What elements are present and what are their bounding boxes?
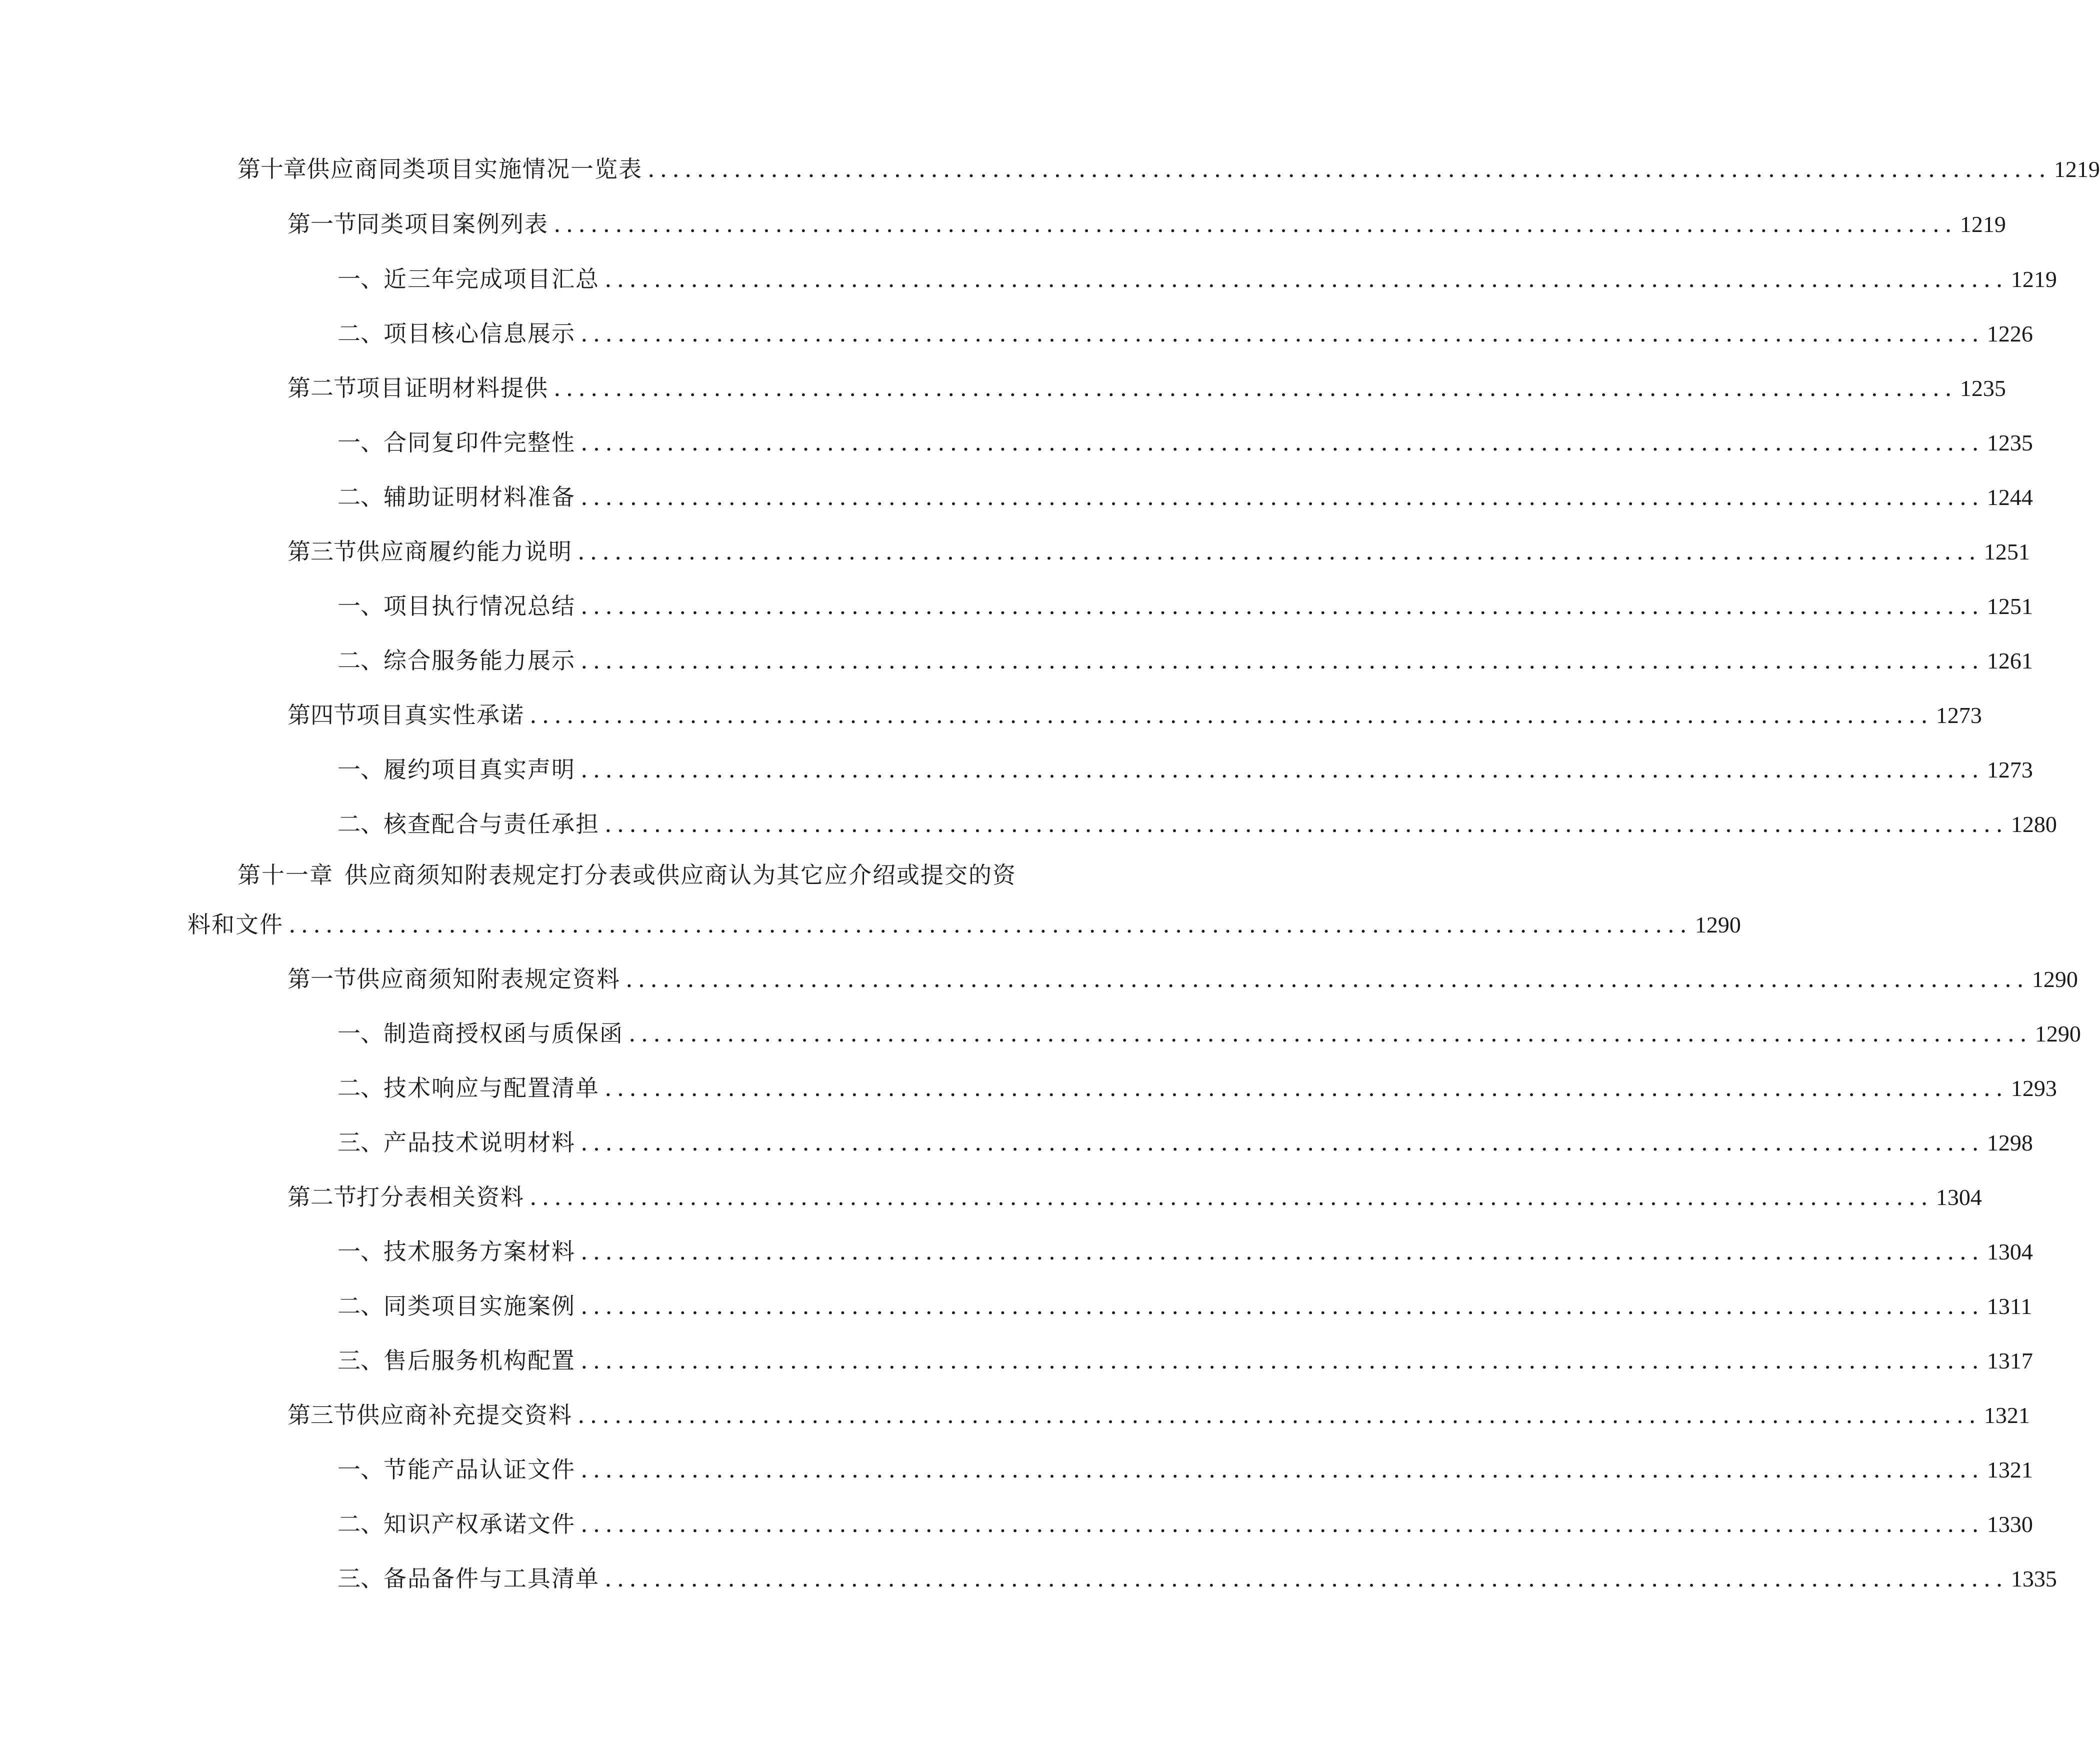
page-number: 1219	[2054, 156, 2100, 182]
page-number: 1273	[1936, 702, 1982, 728]
dot-leader: ..................................................................................................................	[580, 1238, 1984, 1265]
page-number: 1280	[2010, 812, 2057, 837]
entry-title: 技术响应与配置清单	[384, 1074, 600, 1102]
toc-section[interactable]	[288, 536, 2030, 567]
toc-section[interactable]	[288, 700, 1982, 730]
page-number: 1290	[2034, 1021, 2081, 1046]
page-number: 1251	[1986, 594, 2033, 619]
item-number: 一、	[338, 1020, 384, 1047]
section-number: 第四节	[288, 702, 356, 728]
entry-title: 项目核心信息展示	[384, 320, 576, 347]
dot-leader: ..................................................................................................................	[578, 538, 1981, 565]
dot-leader: ..................................................................................................................	[604, 1074, 2008, 1102]
entry-title: 制造商授权函与质保函	[384, 1020, 624, 1047]
entry-title: 同类项目案例列表	[356, 210, 548, 238]
page-number: 1273	[1986, 757, 2033, 782]
toc-item[interactable]	[338, 1073, 2057, 1104]
toc-chapter-11-line1[interactable]	[238, 860, 1056, 890]
dot-leader: ..................................................................................................................	[580, 1129, 1984, 1156]
toc-item[interactable]	[338, 1509, 2033, 1540]
dot-leader: ..................................................................................................................	[628, 1020, 2032, 1047]
entry-title: 项目证明材料提供	[356, 374, 548, 402]
entry-title: 技术服务方案材料	[384, 1238, 576, 1265]
item-number: 一、	[338, 1238, 384, 1265]
toc-item[interactable]	[338, 1128, 2033, 1158]
page-number: 1321	[1986, 1457, 2033, 1482]
dot-leader: ..................................................................................................................	[580, 756, 1984, 783]
page-number: 1298	[1986, 1130, 2033, 1156]
toc-section[interactable]	[288, 1400, 2030, 1430]
dot-leader: ..................................................................................................................	[578, 1402, 1981, 1428]
entry-title-line2: 料和文件	[188, 911, 284, 938]
entry-title: 履约项目真实声明	[384, 756, 576, 783]
toc-section[interactable]	[288, 1182, 1982, 1212]
toc-item[interactable]	[338, 754, 2033, 785]
entry-title: 产品技术说明材料	[384, 1129, 576, 1156]
dot-leader: ..................................................................................................................	[530, 702, 1933, 728]
section-number: 第二节	[288, 374, 356, 402]
toc-item[interactable]	[338, 1291, 2032, 1322]
section-number: 第三节	[288, 1402, 356, 1428]
page-number: 1304	[1986, 1239, 2033, 1264]
entry-title: 节能产品认证文件	[384, 1456, 576, 1483]
entry-title: 知识产权承诺文件	[384, 1510, 576, 1538]
page-number: 1235	[1960, 376, 2006, 401]
item-number: 三、	[338, 1347, 384, 1374]
page-number: 1251	[1984, 539, 2030, 564]
toc-item[interactable]	[338, 428, 2033, 458]
entry-title: 近三年完成项目汇总	[384, 266, 600, 292]
dot-leader: ..................................................................................................................	[580, 647, 1984, 674]
entry-title: 供应商履约能力说明	[356, 538, 572, 565]
entry-title: 供应商补充提交资料	[356, 1402, 572, 1428]
dot-leader: ..................................................................................................................	[554, 374, 1957, 402]
dot-leader: ..................................................................................................................	[288, 911, 1692, 938]
entry-title: 供应商同类项目实施情况一览表	[306, 156, 642, 182]
item-number: 一、	[338, 592, 384, 620]
entry-title: 辅助证明材料准备	[384, 484, 576, 510]
page-number: 1261	[1986, 648, 2033, 674]
entry-title: 同类项目实施案例	[384, 1292, 576, 1320]
page-number: 1219	[1960, 212, 2006, 237]
toc-chapter-11-line2[interactable]	[188, 910, 1741, 940]
page-number: 1304	[1936, 1184, 1982, 1210]
toc-item[interactable]	[338, 591, 2033, 622]
dot-leader: ..................................................................................................................	[580, 429, 1984, 456]
page-number: 1219	[2010, 266, 2057, 292]
page-number: 1290	[2032, 966, 2078, 992]
page-number: 1290	[1694, 912, 1741, 938]
dot-leader: ..................................................................................................................	[580, 484, 1984, 510]
dot-leader: ..................................................................................................................	[580, 1347, 1984, 1374]
toc-section[interactable]	[288, 373, 2006, 404]
entry-title: 项目真实性承诺	[356, 702, 524, 728]
dot-leader: ..................................................................................................................	[604, 266, 2008, 292]
dot-leader: ..................................................................................................................	[554, 210, 1957, 238]
toc-section[interactable]	[288, 964, 2078, 994]
dot-leader: ..................................................................................................................	[580, 592, 1984, 620]
item-number: 二、	[338, 1074, 384, 1102]
dot-leader: ..................................................................................................................	[580, 320, 1984, 347]
item-number: 一、	[338, 266, 384, 292]
section-number: 第三节	[288, 538, 356, 565]
page-number: 1235	[1986, 430, 2033, 456]
entry-title: 项目执行情况总结	[384, 592, 576, 620]
toc-item[interactable]	[338, 1454, 2033, 1485]
item-number: 一、	[338, 756, 384, 783]
page-number: 1293	[2010, 1076, 2057, 1101]
toc-item[interactable]	[338, 1236, 2033, 1267]
dot-leader: ..................................................................................................................	[580, 1510, 1984, 1538]
entry-title: 核查配合与责任承担	[384, 810, 600, 838]
item-number: 二、	[338, 810, 384, 838]
item-number: 一、	[338, 1456, 384, 1483]
toc-item[interactable]	[338, 1346, 2033, 1376]
dot-leader: ..................................................................................................................	[604, 810, 2008, 838]
chapter-number: 第十一章	[238, 862, 334, 888]
page-number: 1335	[2010, 1566, 2057, 1592]
dot-leader: ..................................................................................................................	[626, 966, 2029, 992]
toc-item[interactable]	[338, 646, 2033, 676]
item-number: 一、	[338, 429, 384, 456]
item-number: 二、	[338, 320, 384, 347]
entry-title: 合同复印件完整性	[384, 429, 576, 456]
toc-item[interactable]	[338, 482, 2033, 512]
section-number: 第一节	[288, 966, 356, 992]
item-number: 三、	[338, 1129, 384, 1156]
item-number: 二、	[338, 1292, 384, 1320]
page-number: 1226	[1986, 321, 2033, 346]
toc-chapter-10[interactable]	[238, 154, 2100, 184]
item-number: 二、	[338, 484, 384, 510]
toc-section[interactable]	[288, 209, 2006, 240]
entry-title: 备品备件与工具清单	[384, 1565, 600, 1592]
toc-item[interactable]	[338, 1564, 2057, 1594]
dot-leader: ..................................................................................................................	[530, 1184, 1933, 1210]
entry-title: 供应商须知附表规定资料	[356, 966, 620, 992]
toc-item[interactable]	[338, 264, 2057, 294]
item-number: 二、	[338, 647, 384, 674]
dot-leader: ..................................................................................................................	[648, 156, 2051, 182]
section-number: 第二节	[288, 1184, 356, 1210]
toc-item[interactable]	[338, 809, 2057, 840]
page-number: 1330	[1986, 1512, 2033, 1537]
chapter-number: 第十章	[238, 156, 306, 182]
entry-title: 打分表相关资料	[356, 1184, 524, 1210]
page-number: 1317	[1986, 1348, 2033, 1374]
item-number: 三、	[338, 1565, 384, 1592]
dot-leader: ..................................................................................................................	[604, 1565, 2008, 1592]
page-number: 1311	[1986, 1294, 2032, 1319]
dot-leader: ..................................................................................................................	[580, 1292, 1984, 1320]
toc-item[interactable]	[338, 1018, 2081, 1049]
page-number: 1244	[1986, 484, 2033, 510]
toc-item[interactable]	[338, 318, 2033, 349]
item-number: 二、	[338, 1510, 384, 1538]
section-number: 第一节	[288, 210, 356, 238]
entry-title: 售后服务机构配置	[384, 1347, 576, 1374]
entry-title: 综合服务能力展示	[384, 647, 576, 674]
dot-leader: ..................................................................................................................	[580, 1456, 1984, 1483]
entry-title-line1: 供应商须知附表规定打分表或供应商认为其它应介绍或提交的资	[344, 862, 1016, 888]
page-number: 1321	[1984, 1402, 2030, 1428]
